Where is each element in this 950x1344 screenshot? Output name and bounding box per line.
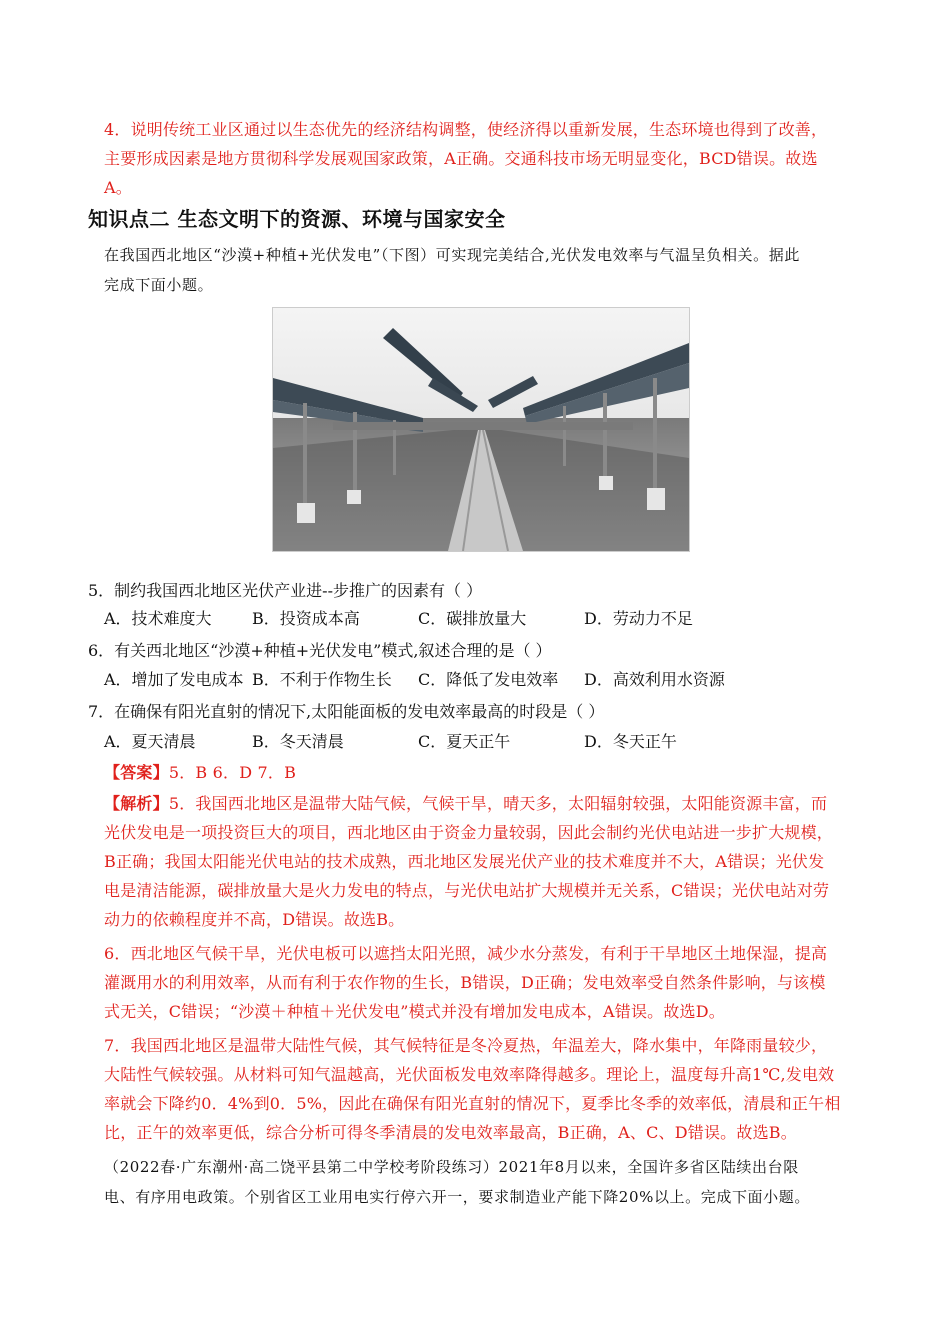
intro-line1: 在我国西北地区“沙漠+种植+光伏发电”（下图）可实现完美结合,光伏发电效率与气温呈负相关。据此 — [104, 246, 800, 264]
analysis-p6-line2: 灌溉用水的利用效率，从而有利于农作物的生长，B错误，D正确；发电效率受自然条件影响，与该模 — [104, 973, 826, 992]
answer-text: 5．B 6．D 7．B — [168, 763, 297, 782]
para4-line3: A。 — [104, 178, 132, 197]
q6-option-c: C．降低了发电效率 — [418, 670, 559, 689]
analysis-p7-line4: 比，正午的效率更低，综合分析可得冬季清晨的发电效率最高，B正确，A、C、D错误。故选B。 — [104, 1123, 797, 1142]
q5-option-d: D．劳动力不足 — [584, 609, 693, 628]
answer-line — [104, 758, 864, 787]
analysis-p5-line2: 光伏发电是一项投资巨大的项目，西北地区由于资金力量较弱，因此会制约光伏电站进一步扩大规模， — [104, 823, 834, 842]
analysis-p5-line1-text: 5．我国西北地区是温带大陆气候，气候干旱，晴天多，太阳辐射较强，太阳能资源丰富，而 — [168, 794, 828, 813]
q6-option-d: D．高效利用水资源 — [584, 670, 725, 689]
q5-option-c: C．碳排放量大 — [418, 609, 527, 628]
analysis-p6-line3: 式无关，C错误；“沙漠＋种植＋光伏发电”模式并没有增加发电成本，A错误。故选D。 — [104, 1002, 725, 1021]
q7-option-d: D．冬天正午 — [584, 732, 677, 751]
para4-line2: 主要形成因素是地方贯彻科学发展观国家政策，A正确。交通科技市场无明显变化，BCD错误。故选 — [104, 149, 818, 168]
question-6-stem: 6．有关西北地区“沙漠+种植+光伏发电”模式,叙述合理的是（ ） — [88, 641, 552, 660]
next-intro-line1: （2022春·广东潮州·高二饶平县第二中学校考阶段练习）2021年8月以来，全国许多省区陆续出台限 — [104, 1158, 799, 1176]
analysis-p7-line2: 大陆性气候较强。从材料可知气温越高，光伏面板发电效率降得越多。理论上，温度每升高1℃,发电效 — [104, 1065, 835, 1084]
section-heading: 知识点二 生态文明下的资源、环境与国家安全 — [88, 207, 506, 231]
q6-option-b: B．不利于作物生长 — [252, 670, 392, 689]
question-5-stem: 5．制约我国西北地区光伏产业进--步推广的因素有（ ） — [88, 581, 483, 600]
q7-option-c: C．夏天正午 — [418, 732, 511, 751]
intro-line2: 完成下面小题。 — [104, 276, 214, 294]
analysis-p7-line1: 7．我国西北地区是温带大陆性气候，其气候特征是冬冷夏热，年温差大，降水集中，年降雨量较少， — [104, 1036, 828, 1055]
analysis-p5-line3: B正确；我国太阳能光伏电站的技术成熟，西北地区发展光伏产业的技术难度并不大，A错误；光伏发 — [104, 852, 825, 871]
analysis-p7-line3: 率就会下降约0．4%到0．5%，因此在确保有阳光直射的情况下，夏季比冬季的效率低，清晨和正午相 — [104, 1094, 841, 1113]
para4-line1: 4．说明传统工业区通过以生态优先的经济结构调整，使经济得以重新发展，生态环境也得到了改善， — [104, 120, 828, 139]
q6-option-a: A．增加了发电成本 — [104, 670, 244, 689]
q5-option-b: B．投资成本高 — [252, 609, 360, 628]
q7-option-a: A．夏天清晨 — [104, 732, 196, 751]
analysis-p5-line5: 动力的依赖程度并不高，D错误。故选B。 — [104, 910, 405, 929]
question-7-stem: 7．在确保有阳光直射的情况下,太阳能面板的发电效率最高的时段是（ ） — [88, 702, 605, 721]
answer-label: 【答案】 — [104, 763, 169, 782]
analysis-p6-line1: 6．西北地区气候干旱，光伏电板可以遮挡太阳光照，减少水分蒸发，有利于干旱地区土地保湿，提高 — [104, 944, 828, 963]
next-intro-line2: 电、有序用电政策。个别省区工业用电实行停六开一，要求制造业产能下降20%以上。完成下面小题。 — [104, 1188, 810, 1206]
solar-farm-photo — [272, 307, 690, 552]
analysis-label: 【解析】 — [104, 794, 169, 813]
q7-option-b: B．冬天清晨 — [252, 732, 344, 751]
photo-solar-panels-farm-icon — [273, 308, 689, 551]
q5-option-a: A．技术难度大 — [104, 609, 212, 628]
analysis-p5-line1 — [104, 789, 864, 818]
analysis-p5-line4: 电是清洁能源，碳排放量大是火力发电的特点，与光伏电站扩大规模并无关系，C错误；光伏电站对劳 — [104, 881, 830, 900]
